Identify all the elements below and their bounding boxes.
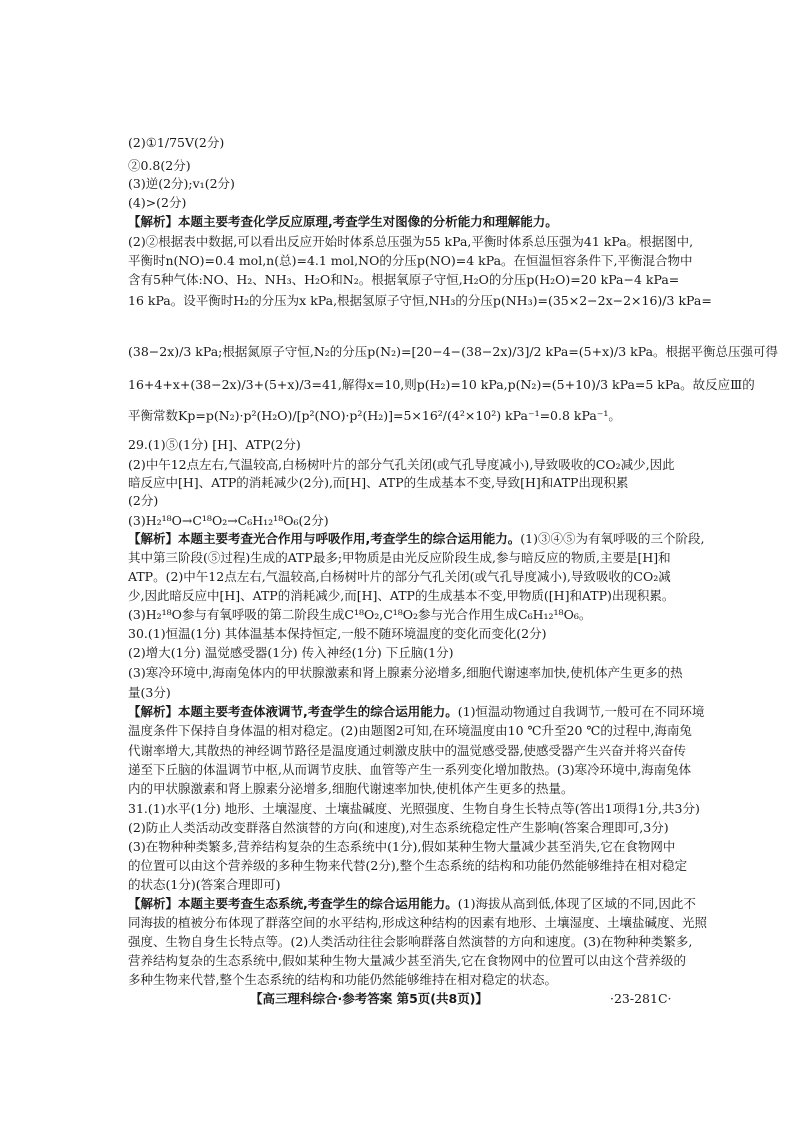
text-line: 的位置可以由这个营养级的多种生物来代替(2分),整个生态系统的结构和功能仍然能够维持在相对稳定: [128, 858, 688, 873]
text-line: ②0.8(2分): [128, 158, 191, 173]
text-line: (2)中午12点左右,气温较高,白杨树叶片的部分气孔关闭(或气孔导度减小),导致吸收的CO₂减少,因此: [128, 457, 675, 472]
text-line: 其中第三阶段(⑤过程)生成的ATP最多;甲物质是由光反应阶段生成,参与暗反应的物质,主要是[H]和: [128, 550, 671, 565]
page-footer: [250, 990, 690, 1007]
text-line: 含有5种气体:NO、H₂、NH₃、H₂O和N₂。根据氧原子守恒,H₂O的分压p(H₂O)=20 kPa−4 kPa=: [128, 272, 680, 287]
text-line: 多种生物来代替,整个生态系统的结构和功能仍然能够维持在相对稳定的状态。: [128, 972, 557, 987]
text-line: (2)①1/75V(2分): [128, 135, 225, 150]
text-line: 30.(1)恒温(1分) 其体温基本保持恒定,一般不随环境温度的变化而变化(2分): [128, 626, 547, 641]
text-line: (2)防止人类活动改变群落自然演替的方向(和速度),对生态系统稳定性产生影响(答案合理即可,3分): [128, 820, 669, 835]
text-line: (38−2x)/3 kPa;根据氮原子守恒,N₂的分压p(N₂)=[20−4−(38−2x)/3]/2 kPa=(5+x)/3 kPa。根据平衡总压强可得: [128, 344, 779, 359]
text-line: 29.(1)⑤(1分) [H]、ATP(2分): [128, 437, 301, 452]
footer-title: 【高三理科综合·参考答案 第5页(共8页)】: [250, 991, 488, 1006]
text-line: (4)>(2分): [128, 195, 187, 210]
text-line: 营养结构复杂的生态系统中,假如某种生物大量减少甚至消失,它在食物网中的位置可以由这个营养级的: [128, 953, 686, 968]
text-line: 【解析】本题主要考查光合作用与呼吸作用,考查学生的综合运用能力。(1)③④⑤为有氧呼吸的三个阶段,: [128, 531, 705, 546]
text-line: ATP。(2)中午12点左右,气温较高,白杨树叶片的部分气孔关闭(或气孔导度减小),导致吸收的CO₂减: [128, 569, 671, 584]
text-line: 温度条件下保持自身体温的相对稳定。(2)由题图2可知,在环境温度由10 ℃升至20 ℃的过程中,海南兔: [128, 723, 692, 738]
text-line: 少,因此暗反应中[H]、ATP的消耗减少,而[H]、ATP的生成基本不变,甲物质([H]和ATP)出现积累。: [128, 588, 675, 603]
text-line: (2)②根据表中数据,可以看出反应开始时体系总压强为55 kPa,平衡时体系总压强为41 kPa。根据图中,: [128, 234, 694, 249]
text-line: 16+4+x+(38−2x)/3+(5+x)/3=41,解得x=10,则p(H₂)=10 kPa,p(N₂)=(5+10)/3 kPa=5 kPa。故反应Ⅲ的: [128, 377, 755, 392]
text-line: (3)H₂¹⁸O参与有氧呼吸的第二阶段生成C¹⁸O₂,C¹⁸O₂参与光合作用生成C₆H₁₂¹⁸O₆。: [128, 607, 592, 622]
text-line: 递至下丘脑的体温调节中枢,从而调节皮肤、血管等产生一系列变化增加散热。(3)寒冷环境中,海南兔体: [128, 762, 692, 777]
text-line: 内的甲状腺激素和肾上腺素分泌增多,细胞代谢速率加快,使机体产生更多的热量。: [128, 781, 574, 796]
footer-code: ·23-281C·: [610, 991, 672, 1006]
text-line: (3)逆(2分);v₁(2分): [128, 176, 235, 191]
text-line: 代谢率增大,其散热的神经调节路径是温度通过刺激皮肤中的温觉感受器,使感受器产生兴奋并将兴奋传: [128, 743, 686, 758]
text-line: (2)增大(1分) 温觉感受器(1分) 传入神经(1分) 下丘脑(1分): [128, 645, 454, 660]
text-line: (3)H₂¹⁸O→C¹⁸O₂→C₆H₁₂¹⁸O₆(2分): [128, 513, 329, 528]
text-line: 暗反应中[H]、ATP的消耗减少(2分),而[H]、ATP的生成基本不变,导致[H]和ATP出现积累: [128, 475, 629, 490]
text-line: (3)在物种种类繁多,营养结构复杂的生态系统中(1分),假如某种生物大量减少甚至消失,它在食物网中: [128, 839, 676, 854]
text-line: (2分): [128, 493, 159, 508]
text-line: 【解析】本题主要考查化学反应原理,考查学生对图像的分析能力和理解能力。: [128, 214, 558, 229]
text-line: 平衡时n(NO)=0.4 mol,n(总)=4.1 mol,NO的分压p(NO)=4 kPa。在恒温恒容条件下,平衡混合物中: [128, 253, 693, 268]
text-line: (3)寒冷环境中,海南兔体内的甲状腺激素和肾上腺素分泌增多,细胞代谢速率加快,使机体产生更多的热: [128, 665, 683, 680]
text-line: 量(3分): [128, 685, 171, 700]
text-line: 的状态(1分)(答案合理即可): [128, 877, 281, 892]
text-line: 31.(1)水平(1分) 地形、土壤湿度、土壤盐碱度、光照强度、生物自身生长特点等(答出1项得1分,共3分): [128, 801, 700, 816]
text-line: 16 kPa。设平衡时H₂的分压为x kPa,根据氢原子守恒,NH₃的分压p(NH₃)=(35×2−2x−2×16)/3 kPa=: [128, 293, 712, 308]
text-line: 同海拔的植被分布体现了群落空间的水平结构,形成这种结构的因素有地形、土壤湿度、土壤盐碱度、光照: [128, 915, 707, 930]
text-line: 【解析】本题主要考查体液调节,考查学生的综合运用能力。(1)恒温动物通过自我调节,一般可在不同环境: [128, 704, 705, 719]
text-line: 强度、生物自身生长特点等。(2)人类活动往往会影响群落自然演替的方向和速度。(3)在物种种类繁多,: [128, 934, 693, 949]
text-line: 【解析】本题主要考查生态系统,考查学生的综合运用能力。(1)海拔从高到低,体现了区域的不同,因此不: [128, 896, 696, 911]
text-line: 平衡常数Kp=p(N₂)·p²(H₂O)/[p²(NO)·p²(H₂)]=5×16²/(4²×10²) kPa⁻¹=0.8 kPa⁻¹。: [128, 408, 621, 423]
